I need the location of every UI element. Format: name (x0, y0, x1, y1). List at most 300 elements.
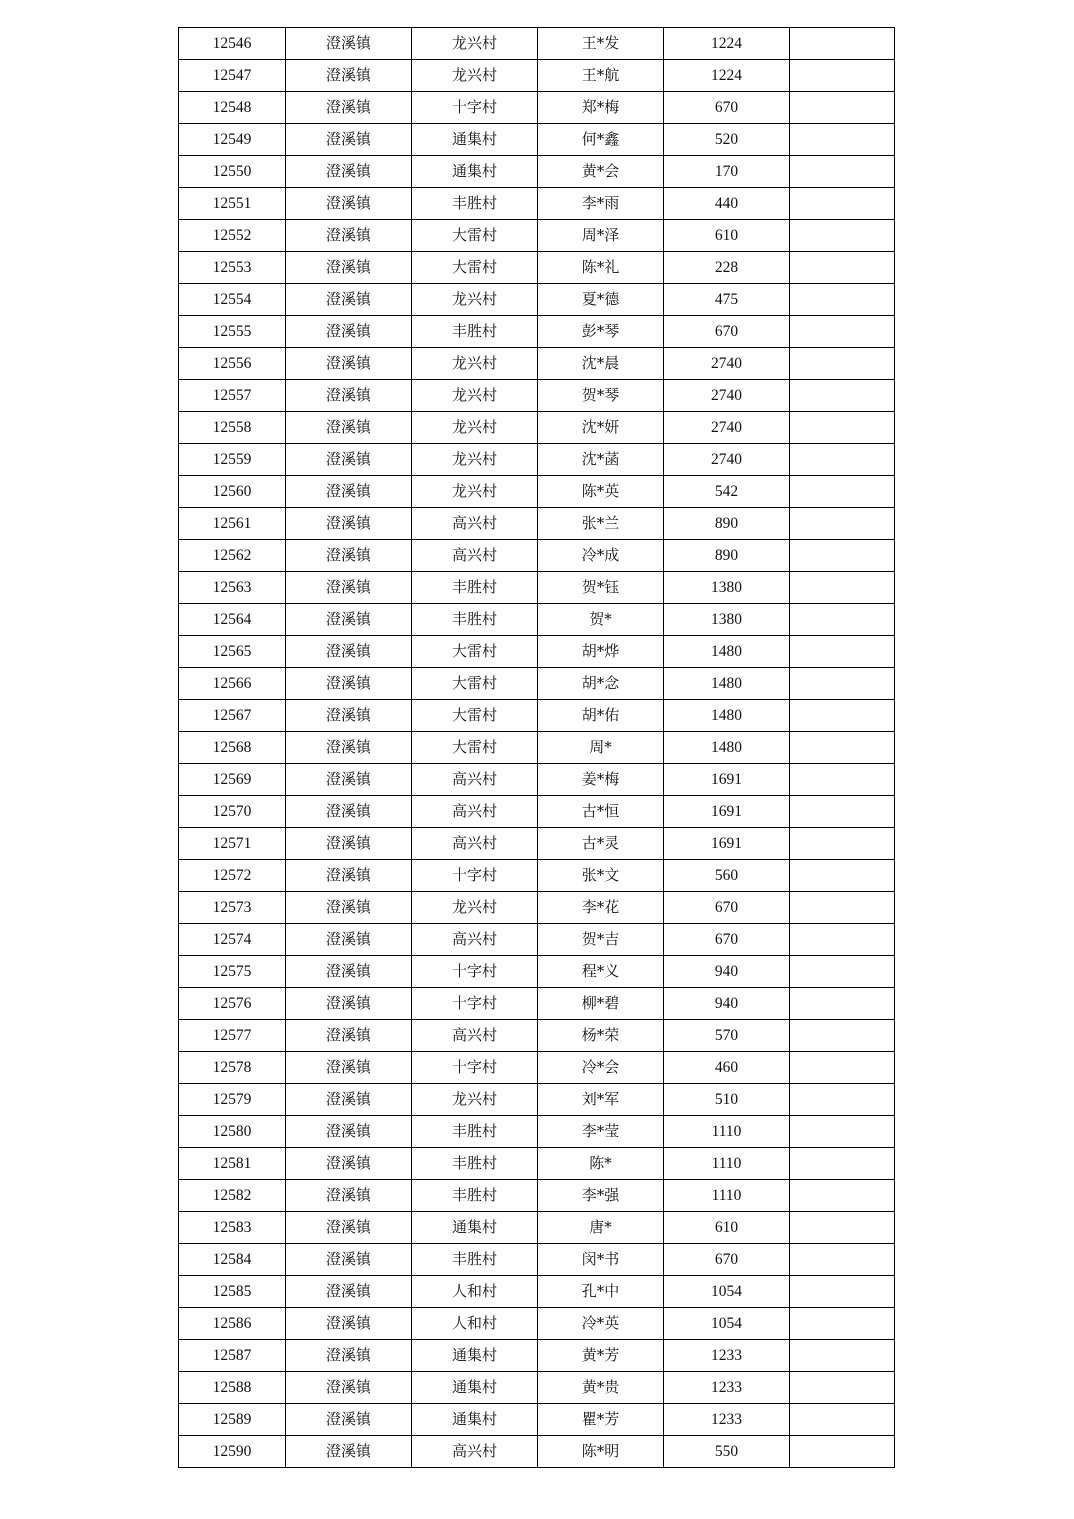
serial-number-cell: 12564 (179, 604, 286, 636)
table-row (179, 380, 895, 412)
amount-cell: 1233 (664, 1372, 790, 1404)
village-cell: 十字村 (412, 988, 538, 1020)
town-cell: 澄溪镇 (286, 1116, 412, 1148)
table-row (179, 1244, 895, 1276)
name-cell: 李*雨 (538, 188, 664, 220)
serial-number-cell: 12567 (179, 700, 286, 732)
name-cell: 闵*书 (538, 1244, 664, 1276)
serial-number-cell: 12576 (179, 988, 286, 1020)
town-cell: 澄溪镇 (286, 1340, 412, 1372)
name-cell: 瞿*芳 (538, 1404, 664, 1436)
village-cell: 龙兴村 (412, 444, 538, 476)
serial-number-cell: 12589 (179, 1404, 286, 1436)
town-cell: 澄溪镇 (286, 860, 412, 892)
name-cell: 古*恒 (538, 796, 664, 828)
remark-cell (790, 668, 895, 700)
amount-cell: 550 (664, 1436, 790, 1468)
table-row (179, 188, 895, 220)
town-cell: 澄溪镇 (286, 924, 412, 956)
table-row (179, 1308, 895, 1340)
serial-number-cell: 12557 (179, 380, 286, 412)
amount-cell: 670 (664, 92, 790, 124)
town-cell: 澄溪镇 (286, 1084, 412, 1116)
village-cell: 十字村 (412, 92, 538, 124)
name-cell: 贺*钰 (538, 572, 664, 604)
amount-cell: 542 (664, 476, 790, 508)
village-cell: 大雷村 (412, 220, 538, 252)
town-cell: 澄溪镇 (286, 1404, 412, 1436)
village-cell: 大雷村 (412, 252, 538, 284)
table-row (179, 28, 895, 60)
amount-cell: 1233 (664, 1340, 790, 1372)
name-cell: 张*文 (538, 860, 664, 892)
serial-number-cell: 12549 (179, 124, 286, 156)
table-row (179, 1372, 895, 1404)
amount-cell: 460 (664, 1052, 790, 1084)
serial-number-cell: 12555 (179, 316, 286, 348)
amount-cell: 610 (664, 1212, 790, 1244)
serial-number-cell: 12584 (179, 1244, 286, 1276)
name-cell: 程*义 (538, 956, 664, 988)
name-cell: 黄*芳 (538, 1340, 664, 1372)
town-cell: 澄溪镇 (286, 796, 412, 828)
table-row (179, 636, 895, 668)
name-cell: 杨*荣 (538, 1020, 664, 1052)
table-row (179, 892, 895, 924)
table-row (179, 316, 895, 348)
village-cell: 高兴村 (412, 828, 538, 860)
table-row (179, 1116, 895, 1148)
remark-cell (790, 508, 895, 540)
amount-cell: 570 (664, 1020, 790, 1052)
village-cell: 大雷村 (412, 732, 538, 764)
serial-number-cell: 12559 (179, 444, 286, 476)
table-row (179, 1212, 895, 1244)
town-cell: 澄溪镇 (286, 1244, 412, 1276)
town-cell: 澄溪镇 (286, 1308, 412, 1340)
village-cell: 丰胜村 (412, 316, 538, 348)
town-cell: 澄溪镇 (286, 412, 412, 444)
town-cell: 澄溪镇 (286, 284, 412, 316)
name-cell: 张*兰 (538, 508, 664, 540)
table-row (179, 1148, 895, 1180)
remark-cell (790, 188, 895, 220)
village-cell: 龙兴村 (412, 284, 538, 316)
serial-number-cell: 12571 (179, 828, 286, 860)
serial-number-cell: 12575 (179, 956, 286, 988)
table-row (179, 668, 895, 700)
table-row (179, 348, 895, 380)
village-cell: 龙兴村 (412, 1084, 538, 1116)
serial-number-cell: 12565 (179, 636, 286, 668)
town-cell: 澄溪镇 (286, 28, 412, 60)
serial-number-cell: 12590 (179, 1436, 286, 1468)
serial-number-cell: 12569 (179, 764, 286, 796)
town-cell: 澄溪镇 (286, 732, 412, 764)
town-cell: 澄溪镇 (286, 156, 412, 188)
village-cell: 通集村 (412, 1404, 538, 1436)
village-cell: 高兴村 (412, 924, 538, 956)
table-row (179, 700, 895, 732)
village-cell: 十字村 (412, 860, 538, 892)
serial-number-cell: 12572 (179, 860, 286, 892)
village-cell: 大雷村 (412, 668, 538, 700)
amount-cell: 475 (664, 284, 790, 316)
remark-cell (790, 1020, 895, 1052)
village-cell: 通集村 (412, 1372, 538, 1404)
town-cell: 澄溪镇 (286, 1436, 412, 1468)
amount-cell: 1110 (664, 1148, 790, 1180)
remark-cell (790, 1212, 895, 1244)
village-cell: 丰胜村 (412, 1148, 538, 1180)
remark-cell (790, 476, 895, 508)
remark-cell (790, 316, 895, 348)
village-cell: 丰胜村 (412, 1180, 538, 1212)
remark-cell (790, 124, 895, 156)
town-cell: 澄溪镇 (286, 188, 412, 220)
village-cell: 高兴村 (412, 540, 538, 572)
name-cell: 周*泽 (538, 220, 664, 252)
table-row (179, 124, 895, 156)
remark-cell (790, 1116, 895, 1148)
village-cell: 通集村 (412, 124, 538, 156)
amount-cell: 1691 (664, 764, 790, 796)
table-row (179, 764, 895, 796)
name-cell: 李*花 (538, 892, 664, 924)
remark-cell (790, 284, 895, 316)
remark-cell (790, 540, 895, 572)
town-cell: 澄溪镇 (286, 572, 412, 604)
amount-cell: 1054 (664, 1276, 790, 1308)
town-cell: 澄溪镇 (286, 1148, 412, 1180)
village-cell: 人和村 (412, 1276, 538, 1308)
amount-cell: 1480 (664, 732, 790, 764)
table-row (179, 572, 895, 604)
town-cell: 澄溪镇 (286, 508, 412, 540)
table-row (179, 412, 895, 444)
remark-cell (790, 860, 895, 892)
serial-number-cell: 12585 (179, 1276, 286, 1308)
name-cell: 唐* (538, 1212, 664, 1244)
town-cell: 澄溪镇 (286, 252, 412, 284)
village-cell: 丰胜村 (412, 572, 538, 604)
name-cell: 李*强 (538, 1180, 664, 1212)
table-row (179, 1340, 895, 1372)
village-cell: 十字村 (412, 956, 538, 988)
remark-cell (790, 636, 895, 668)
amount-cell: 1380 (664, 604, 790, 636)
name-cell: 黄*贵 (538, 1372, 664, 1404)
amount-cell: 1480 (664, 700, 790, 732)
remark-cell (790, 604, 895, 636)
table-row (179, 1020, 895, 1052)
amount-cell: 1224 (664, 28, 790, 60)
remark-cell (790, 348, 895, 380)
amount-cell: 940 (664, 988, 790, 1020)
name-cell: 沈*菡 (538, 444, 664, 476)
serial-number-cell: 12577 (179, 1020, 286, 1052)
name-cell: 柳*碧 (538, 988, 664, 1020)
town-cell: 澄溪镇 (286, 444, 412, 476)
remark-cell (790, 1084, 895, 1116)
remark-cell (790, 220, 895, 252)
amount-cell: 510 (664, 1084, 790, 1116)
name-cell: 陈*明 (538, 1436, 664, 1468)
remark-cell (790, 956, 895, 988)
serial-number-cell: 12560 (179, 476, 286, 508)
serial-number-cell: 12573 (179, 892, 286, 924)
serial-number-cell: 12583 (179, 1212, 286, 1244)
village-cell: 大雷村 (412, 636, 538, 668)
serial-number-cell: 12562 (179, 540, 286, 572)
village-cell: 丰胜村 (412, 188, 538, 220)
name-cell: 胡*念 (538, 668, 664, 700)
town-cell: 澄溪镇 (286, 1372, 412, 1404)
town-cell: 澄溪镇 (286, 316, 412, 348)
table-row (179, 156, 895, 188)
name-cell: 古*灵 (538, 828, 664, 860)
name-cell: 周* (538, 732, 664, 764)
serial-number-cell: 12580 (179, 1116, 286, 1148)
amount-cell: 670 (664, 892, 790, 924)
town-cell: 澄溪镇 (286, 1212, 412, 1244)
town-cell: 澄溪镇 (286, 60, 412, 92)
amount-cell: 170 (664, 156, 790, 188)
amount-cell: 1691 (664, 828, 790, 860)
remark-cell (790, 732, 895, 764)
remark-cell (790, 28, 895, 60)
table-row (179, 1084, 895, 1116)
remark-cell (790, 1436, 895, 1468)
town-cell: 澄溪镇 (286, 540, 412, 572)
amount-cell: 1380 (664, 572, 790, 604)
amount-cell: 1110 (664, 1116, 790, 1148)
remark-cell (790, 988, 895, 1020)
serial-number-cell: 12566 (179, 668, 286, 700)
amount-cell: 1233 (664, 1404, 790, 1436)
village-cell: 龙兴村 (412, 28, 538, 60)
serial-number-cell: 12556 (179, 348, 286, 380)
table-row (179, 1052, 895, 1084)
remark-cell (790, 60, 895, 92)
remark-cell (790, 1244, 895, 1276)
amount-cell: 520 (664, 124, 790, 156)
serial-number-cell: 12563 (179, 572, 286, 604)
table-row (179, 1404, 895, 1436)
serial-number-cell: 12582 (179, 1180, 286, 1212)
remark-cell (790, 924, 895, 956)
remark-cell (790, 700, 895, 732)
name-cell: 郑*梅 (538, 92, 664, 124)
village-cell: 龙兴村 (412, 348, 538, 380)
name-cell: 胡*烨 (538, 636, 664, 668)
table-row (179, 220, 895, 252)
village-cell: 龙兴村 (412, 60, 538, 92)
town-cell: 澄溪镇 (286, 636, 412, 668)
serial-number-cell: 12588 (179, 1372, 286, 1404)
name-cell: 陈* (538, 1148, 664, 1180)
serial-number-cell: 12552 (179, 220, 286, 252)
amount-cell: 1110 (664, 1180, 790, 1212)
table-row (179, 828, 895, 860)
town-cell: 澄溪镇 (286, 988, 412, 1020)
name-cell: 贺*琴 (538, 380, 664, 412)
amount-cell: 1691 (664, 796, 790, 828)
data-table (178, 27, 895, 1468)
village-cell: 高兴村 (412, 1436, 538, 1468)
remark-cell (790, 1276, 895, 1308)
amount-cell: 610 (664, 220, 790, 252)
village-cell: 丰胜村 (412, 1244, 538, 1276)
remark-cell (790, 572, 895, 604)
serial-number-cell: 12578 (179, 1052, 286, 1084)
serial-number-cell: 12581 (179, 1148, 286, 1180)
village-cell: 龙兴村 (412, 892, 538, 924)
name-cell: 李*莹 (538, 1116, 664, 1148)
town-cell: 澄溪镇 (286, 828, 412, 860)
table-row (179, 796, 895, 828)
amount-cell: 670 (664, 1244, 790, 1276)
village-cell: 通集村 (412, 1340, 538, 1372)
table-row (179, 1180, 895, 1212)
village-cell: 丰胜村 (412, 1116, 538, 1148)
serial-number-cell: 12570 (179, 796, 286, 828)
amount-cell: 2740 (664, 380, 790, 412)
table-row (179, 252, 895, 284)
town-cell: 澄溪镇 (286, 92, 412, 124)
remark-cell (790, 1308, 895, 1340)
amount-cell: 2740 (664, 444, 790, 476)
village-cell: 高兴村 (412, 764, 538, 796)
remark-cell (790, 1052, 895, 1084)
amount-cell: 670 (664, 924, 790, 956)
remark-cell (790, 828, 895, 860)
table-row (179, 956, 895, 988)
remark-cell (790, 1404, 895, 1436)
serial-number-cell: 12547 (179, 60, 286, 92)
name-cell: 贺*吉 (538, 924, 664, 956)
serial-number-cell: 12574 (179, 924, 286, 956)
table-row (179, 1276, 895, 1308)
table-row (179, 540, 895, 572)
town-cell: 澄溪镇 (286, 1020, 412, 1052)
town-cell: 澄溪镇 (286, 124, 412, 156)
amount-cell: 2740 (664, 412, 790, 444)
table-row (179, 92, 895, 124)
remark-cell (790, 412, 895, 444)
serial-number-cell: 12587 (179, 1340, 286, 1372)
name-cell: 冷*会 (538, 1052, 664, 1084)
town-cell: 澄溪镇 (286, 700, 412, 732)
town-cell: 澄溪镇 (286, 668, 412, 700)
name-cell: 孔*中 (538, 1276, 664, 1308)
name-cell: 夏*德 (538, 284, 664, 316)
village-cell: 大雷村 (412, 700, 538, 732)
town-cell: 澄溪镇 (286, 476, 412, 508)
village-cell: 通集村 (412, 1212, 538, 1244)
amount-cell: 2740 (664, 348, 790, 380)
village-cell: 人和村 (412, 1308, 538, 1340)
remark-cell (790, 796, 895, 828)
serial-number-cell: 12546 (179, 28, 286, 60)
table-row (179, 444, 895, 476)
name-cell: 贺* (538, 604, 664, 636)
name-cell: 冷*英 (538, 1308, 664, 1340)
table-row (179, 60, 895, 92)
amount-cell: 440 (664, 188, 790, 220)
name-cell: 胡*佑 (538, 700, 664, 732)
table-body (179, 28, 895, 1468)
town-cell: 澄溪镇 (286, 604, 412, 636)
town-cell: 澄溪镇 (286, 348, 412, 380)
remark-cell (790, 1148, 895, 1180)
village-cell: 高兴村 (412, 796, 538, 828)
town-cell: 澄溪镇 (286, 892, 412, 924)
table-row (179, 1436, 895, 1468)
remark-cell (790, 156, 895, 188)
serial-number-cell: 12550 (179, 156, 286, 188)
name-cell: 刘*军 (538, 1084, 664, 1116)
serial-number-cell: 12561 (179, 508, 286, 540)
village-cell: 龙兴村 (412, 412, 538, 444)
remark-cell (790, 892, 895, 924)
village-cell: 高兴村 (412, 1020, 538, 1052)
town-cell: 澄溪镇 (286, 220, 412, 252)
amount-cell: 1480 (664, 636, 790, 668)
amount-cell: 670 (664, 316, 790, 348)
remark-cell (790, 1340, 895, 1372)
serial-number-cell: 12579 (179, 1084, 286, 1116)
name-cell: 王*航 (538, 60, 664, 92)
serial-number-cell: 12551 (179, 188, 286, 220)
name-cell: 冷*成 (538, 540, 664, 572)
town-cell: 澄溪镇 (286, 1276, 412, 1308)
table-row (179, 732, 895, 764)
remark-cell (790, 1372, 895, 1404)
name-cell: 何*鑫 (538, 124, 664, 156)
name-cell: 王*发 (538, 28, 664, 60)
amount-cell: 890 (664, 540, 790, 572)
amount-cell: 1224 (664, 60, 790, 92)
remark-cell (790, 764, 895, 796)
village-cell: 高兴村 (412, 508, 538, 540)
village-cell: 十字村 (412, 1052, 538, 1084)
table-row (179, 284, 895, 316)
town-cell: 澄溪镇 (286, 1052, 412, 1084)
town-cell: 澄溪镇 (286, 1180, 412, 1212)
serial-number-cell: 12586 (179, 1308, 286, 1340)
name-cell: 沈*晨 (538, 348, 664, 380)
name-cell: 黄*会 (538, 156, 664, 188)
table-row (179, 476, 895, 508)
serial-number-cell: 12554 (179, 284, 286, 316)
name-cell: 陈*英 (538, 476, 664, 508)
serial-number-cell: 12553 (179, 252, 286, 284)
remark-cell (790, 1180, 895, 1212)
serial-number-cell: 12568 (179, 732, 286, 764)
name-cell: 姜*梅 (538, 764, 664, 796)
remark-cell (790, 92, 895, 124)
village-cell: 丰胜村 (412, 604, 538, 636)
amount-cell: 560 (664, 860, 790, 892)
remark-cell (790, 444, 895, 476)
amount-cell: 890 (664, 508, 790, 540)
amount-cell: 940 (664, 956, 790, 988)
remark-cell (790, 380, 895, 412)
town-cell: 澄溪镇 (286, 956, 412, 988)
serial-number-cell: 12558 (179, 412, 286, 444)
table-row (179, 508, 895, 540)
